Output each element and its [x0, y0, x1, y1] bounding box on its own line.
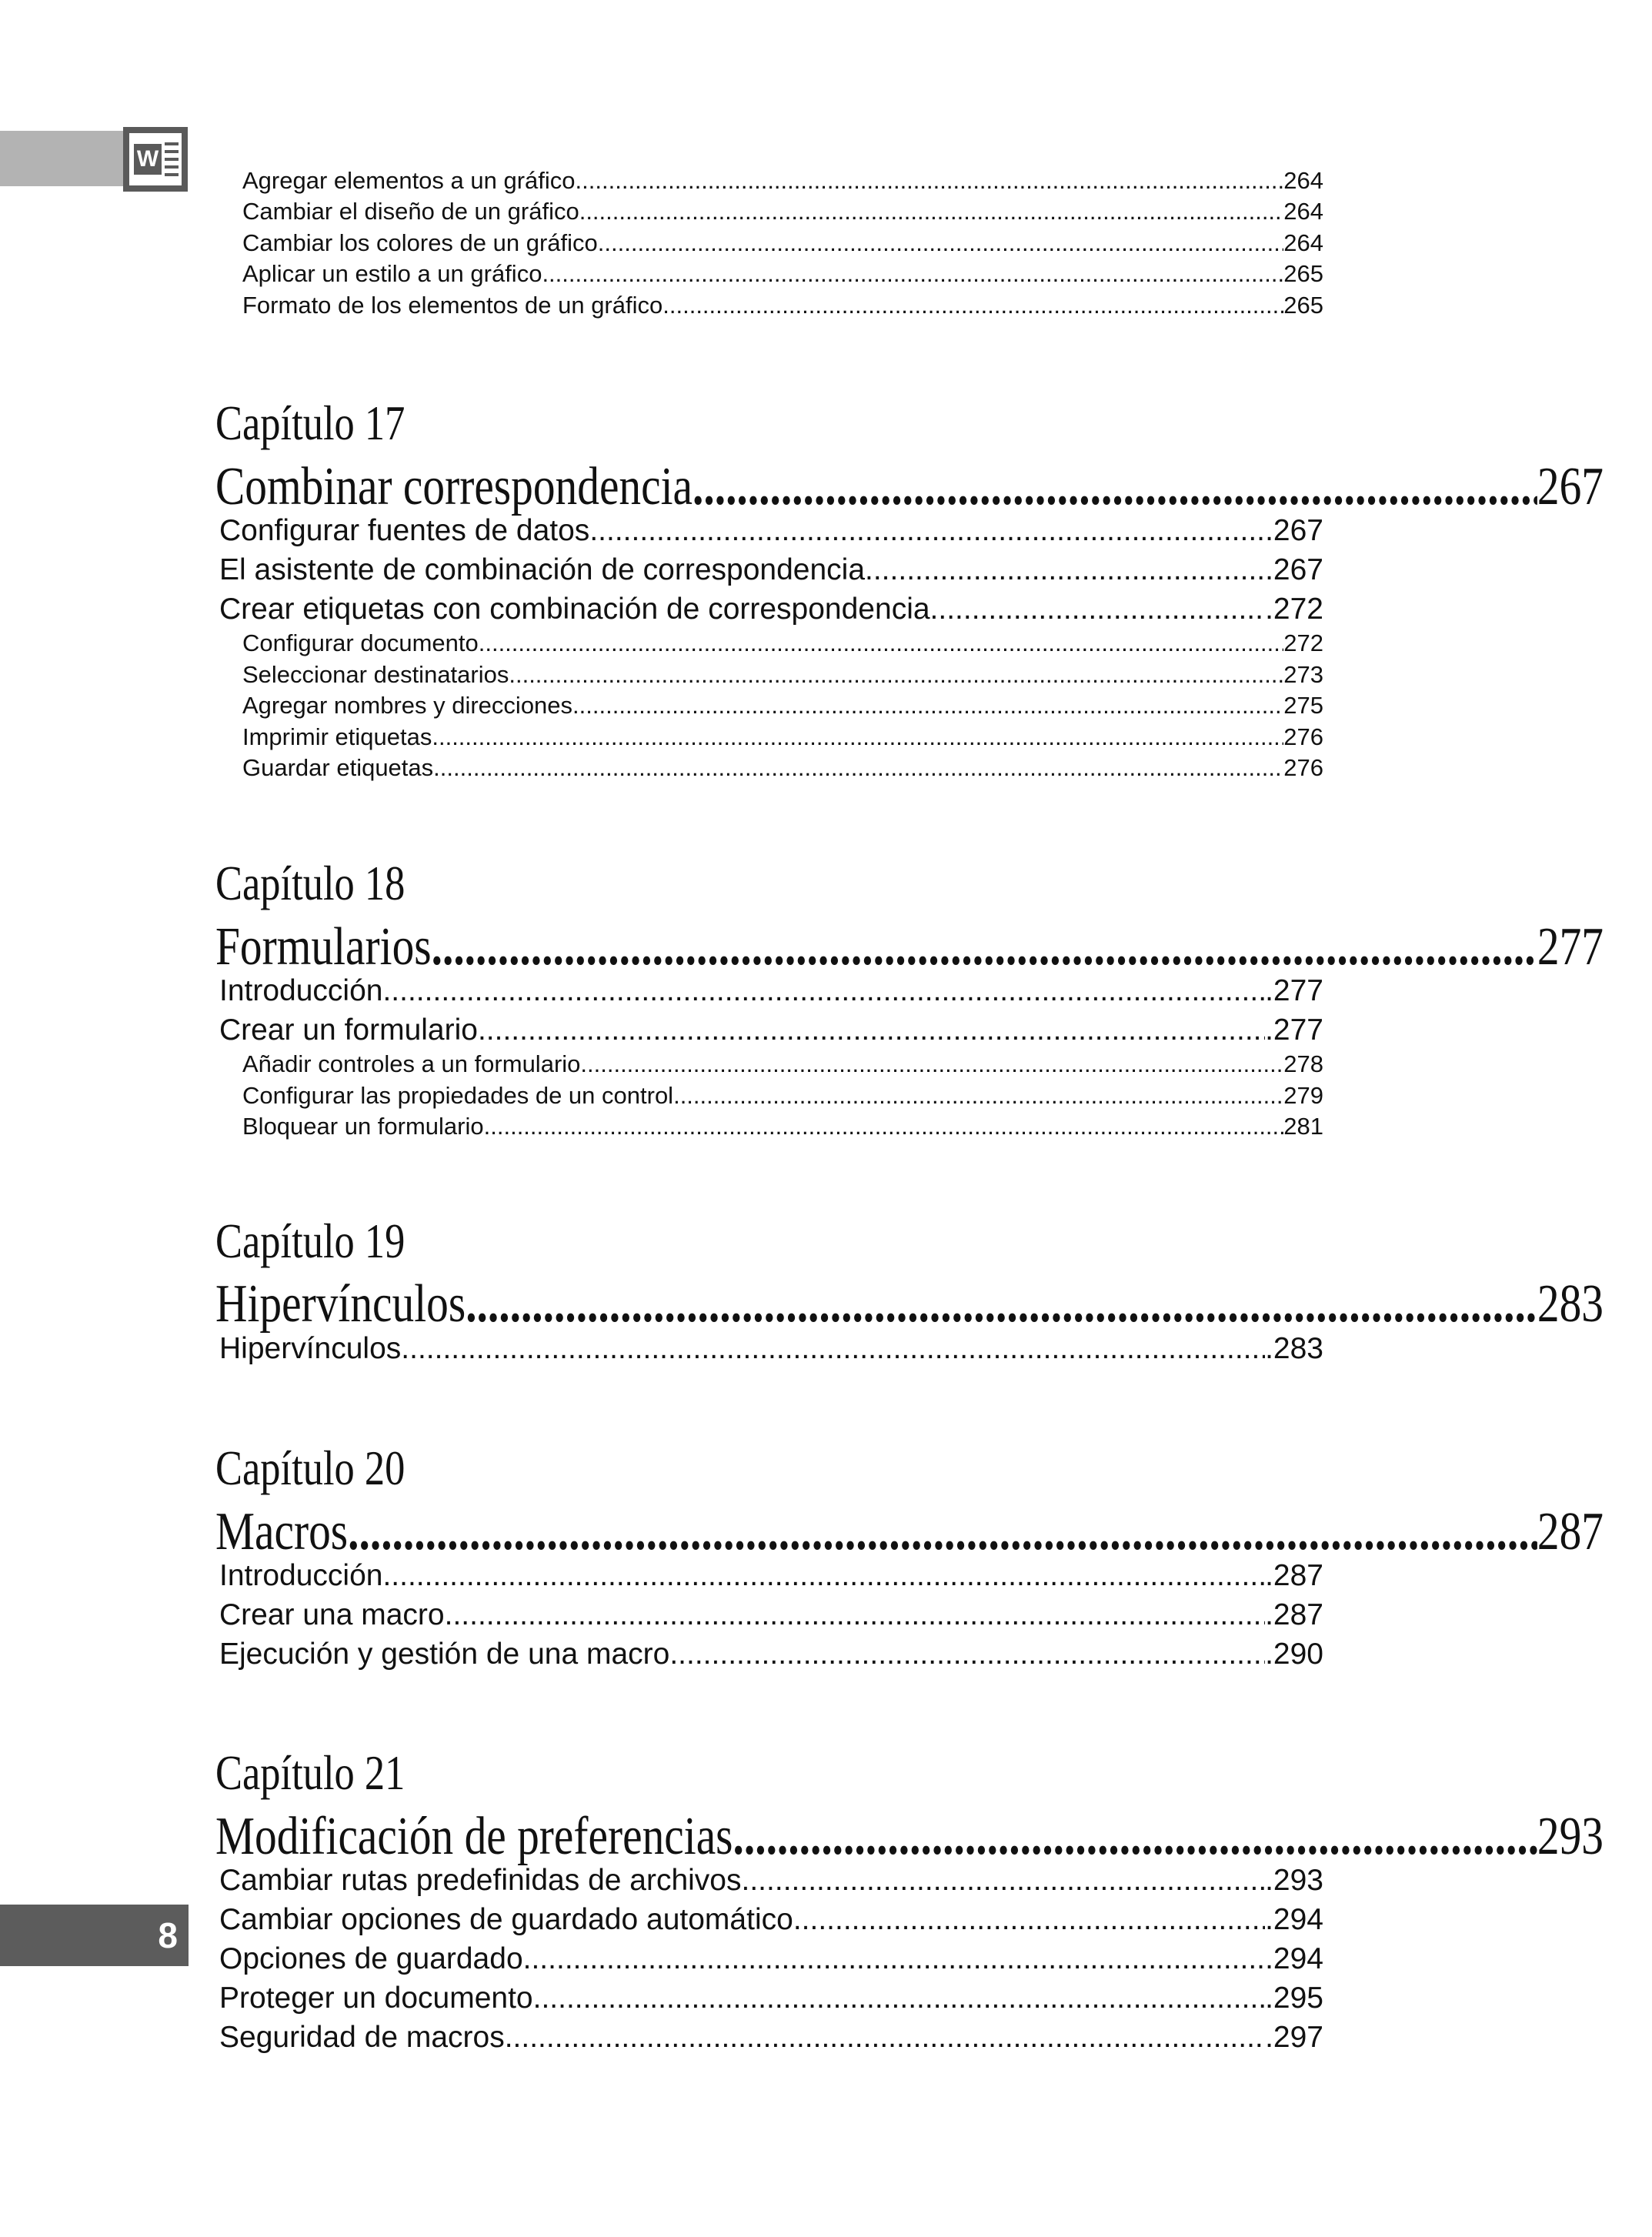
chapter-page: 293	[1537, 1807, 1604, 1866]
toc-subentry[interactable]	[242, 228, 1323, 259]
chapter-page: 277	[1537, 917, 1604, 977]
toc-subentry[interactable]	[242, 290, 1323, 321]
toc-entry-title: Cambiar el diseño de un gráfico	[242, 198, 579, 225]
toc-entry-page: .267	[1265, 553, 1323, 586]
dot-leader	[669, 1635, 1265, 1674]
toc-entry-page: 272	[1283, 629, 1323, 656]
toc-entry-page: .267	[1265, 514, 1323, 547]
toc-section[interactable]	[219, 1330, 1323, 1368]
toc-subentry[interactable]	[242, 659, 1323, 690]
dot-leader	[479, 628, 1284, 659]
toc-entry-page: 279	[1283, 1082, 1323, 1109]
toc-entry-page: .287	[1265, 1559, 1323, 1592]
toc-entry-title: Agregar elementos a un gráfico	[242, 167, 576, 194]
toc-subentry[interactable]	[242, 259, 1323, 289]
toc-entry-page: 265	[1283, 260, 1323, 287]
toc-entry-page: 264	[1283, 198, 1323, 225]
word-icon	[123, 127, 188, 192]
dot-leader	[733, 1804, 1537, 1870]
toc-entry-title: Añadir controles a un formulario	[242, 1050, 581, 1077]
toc-section[interactable]	[219, 1861, 1323, 1900]
toc-subentry[interactable]	[242, 722, 1323, 753]
toc-entry-title: Aplicar un estilo a un gráfico	[242, 260, 542, 287]
toc-entry-page: .277	[1265, 974, 1323, 1007]
dot-leader	[742, 1861, 1266, 1900]
toc-entry-page: 264	[1283, 167, 1323, 194]
dot-leader	[401, 1330, 1265, 1368]
dot-leader	[673, 1080, 1283, 1111]
toc-subentry[interactable]	[242, 165, 1323, 196]
dot-leader	[509, 659, 1283, 690]
dot-leader	[466, 1271, 1537, 1337]
toc-entry-title: Configurar documento	[242, 629, 479, 656]
chapter-title: Macros	[215, 1502, 349, 1561]
dot-leader	[505, 2018, 1265, 2057]
toc-subentry[interactable]	[242, 690, 1323, 721]
toc-entry-title: Formato de los elementos de un gráfico	[242, 292, 663, 319]
chapter-page: 287	[1537, 1502, 1604, 1561]
dot-leader	[484, 1111, 1284, 1142]
toc-entry-page: .277	[1265, 1013, 1323, 1047]
toc-entry-title: Introducción	[219, 974, 383, 1007]
toc-entry-page: 275	[1283, 692, 1323, 719]
dot-leader	[598, 228, 1283, 259]
toc-entry-title: Ejecución y gestión de una macro	[219, 1638, 670, 1671]
dot-leader	[478, 1011, 1265, 1050]
chapter-number: Capítulo 18	[215, 856, 405, 910]
toc-entry-page: 281	[1283, 1113, 1323, 1140]
toc-subentry[interactable]	[242, 196, 1323, 227]
dot-leader	[576, 165, 1284, 196]
chapter-heading[interactable]	[215, 454, 1604, 520]
toc-entry-title: Cambiar opciones de guardado automático	[219, 1903, 793, 1936]
chapter-number: Capítulo 19	[215, 1214, 405, 1268]
toc-entry-page: 265	[1283, 292, 1323, 319]
toc-entry-page: .287	[1265, 1598, 1323, 1631]
toc-entry-title: Seguridad de macros	[219, 2021, 505, 2054]
chapter-heading[interactable]	[215, 1499, 1604, 1565]
toc-entry-page: .294	[1265, 1903, 1323, 1936]
dot-leader	[572, 690, 1283, 721]
dot-leader	[865, 551, 1265, 589]
dot-leader	[793, 1901, 1265, 1939]
dot-leader	[693, 454, 1537, 520]
toc-section[interactable]	[219, 2018, 1323, 2057]
chapter-heading[interactable]	[215, 1804, 1604, 1870]
word-icon-letter: W	[134, 144, 162, 175]
toc-section[interactable]	[219, 972, 1323, 1010]
dot-leader	[433, 753, 1283, 783]
toc-entry-title: Crear un formulario	[219, 1013, 478, 1047]
toc-section[interactable]	[219, 1635, 1323, 1674]
chapter-heading[interactable]	[215, 1271, 1604, 1337]
toc-entry-page: .272	[1265, 593, 1323, 626]
toc-section[interactable]	[219, 1557, 1323, 1595]
toc-subentry[interactable]	[242, 1049, 1323, 1080]
toc-entry-page: .290	[1265, 1638, 1323, 1671]
dot-leader	[579, 196, 1284, 227]
toc-section[interactable]	[219, 1979, 1323, 2018]
dot-leader	[533, 1979, 1265, 2018]
page-number-tab	[0, 1905, 189, 1966]
toc-entry-title: Imprimir etiquetas	[242, 723, 432, 750]
toc-section[interactable]	[219, 1596, 1323, 1634]
chapter-title: Modificación de preferencias	[215, 1807, 733, 1866]
chapter-page: 283	[1537, 1274, 1604, 1334]
header-bar	[0, 131, 123, 186]
dot-leader	[348, 1499, 1537, 1565]
toc-entry-title: Cambiar rutas predefinidas de archivos	[219, 1864, 742, 1897]
dot-leader	[432, 722, 1283, 753]
toc-entry-title: Bloquear un formulario	[242, 1113, 484, 1140]
toc-entry-title: Seleccionar destinatarios	[242, 661, 509, 688]
toc-entry-title: Configurar las propiedades de un control	[242, 1082, 674, 1109]
toc-entry-title: Hipervínculos	[219, 1332, 402, 1365]
toc-entry-page: 276	[1283, 723, 1323, 750]
toc-subentry[interactable]	[242, 1080, 1323, 1111]
word-icon-document	[129, 133, 182, 185]
toc-entry-title: El asistente de combinación de correspondencia	[219, 553, 866, 586]
chapter-number: Capítulo 17	[215, 396, 405, 450]
chapter-number: Capítulo 21	[215, 1745, 405, 1800]
toc-subentry[interactable]	[242, 753, 1323, 783]
dot-leader	[523, 1940, 1265, 1978]
dot-leader	[542, 259, 1283, 289]
toc-entry-title: Agregar nombres y direcciones	[242, 692, 573, 719]
toc-entry-title: Guardar etiquetas	[242, 754, 434, 781]
chapter-title: Combinar correspondencia	[215, 457, 693, 516]
toc-entry-page: .293	[1265, 1864, 1323, 1897]
toc-entry-page: .295	[1265, 1982, 1323, 2015]
toc-entry-title: Introducción	[219, 1559, 383, 1592]
dot-leader	[382, 972, 1265, 1010]
toc-section[interactable]	[219, 1940, 1323, 1978]
toc-section[interactable]	[219, 512, 1323, 550]
toc-subentry[interactable]	[242, 628, 1323, 659]
toc-entry-title: Cambiar los colores de un gráfico	[242, 229, 598, 256]
dot-leader	[445, 1596, 1265, 1634]
toc-entry-page: 278	[1283, 1050, 1323, 1077]
chapter-heading[interactable]	[215, 914, 1604, 980]
toc-entry-page: 273	[1283, 661, 1323, 688]
toc-section[interactable]	[219, 590, 1323, 629]
toc-entry-title: Configurar fuentes de datos	[219, 514, 590, 547]
toc-section[interactable]	[219, 551, 1323, 589]
chapter-title: Formularios	[215, 917, 432, 977]
toc-section[interactable]	[219, 1011, 1323, 1050]
toc-entry-page: .297	[1265, 2021, 1323, 2054]
toc-subentry[interactable]	[242, 1111, 1323, 1142]
toc-entry-page: .283	[1265, 1332, 1323, 1365]
toc-entry-page: 276	[1283, 754, 1323, 781]
dot-leader	[382, 1557, 1265, 1595]
dot-leader	[432, 914, 1537, 980]
dot-leader	[589, 512, 1265, 550]
page-number: 8	[158, 1915, 178, 1955]
chapter-page: 267	[1537, 457, 1604, 516]
chapter-number: Capítulo 20	[215, 1441, 405, 1495]
chapter-title: Hipervínculos	[215, 1274, 466, 1334]
toc-entry-title: Proteger un documento	[219, 1982, 533, 2015]
toc-entry-title: Crear una macro	[219, 1598, 445, 1631]
dot-leader	[662, 290, 1283, 321]
toc-entry-page: 264	[1283, 229, 1323, 256]
dot-leader	[930, 590, 1266, 629]
toc-section[interactable]	[219, 1901, 1323, 1939]
toc-entry-title: Crear etiquetas con combinación de correspondencia	[219, 593, 930, 626]
toc-entry-title: Opciones de guardado	[219, 1942, 523, 1975]
dot-leader	[580, 1049, 1283, 1080]
toc-entry-page: .294	[1265, 1942, 1323, 1975]
